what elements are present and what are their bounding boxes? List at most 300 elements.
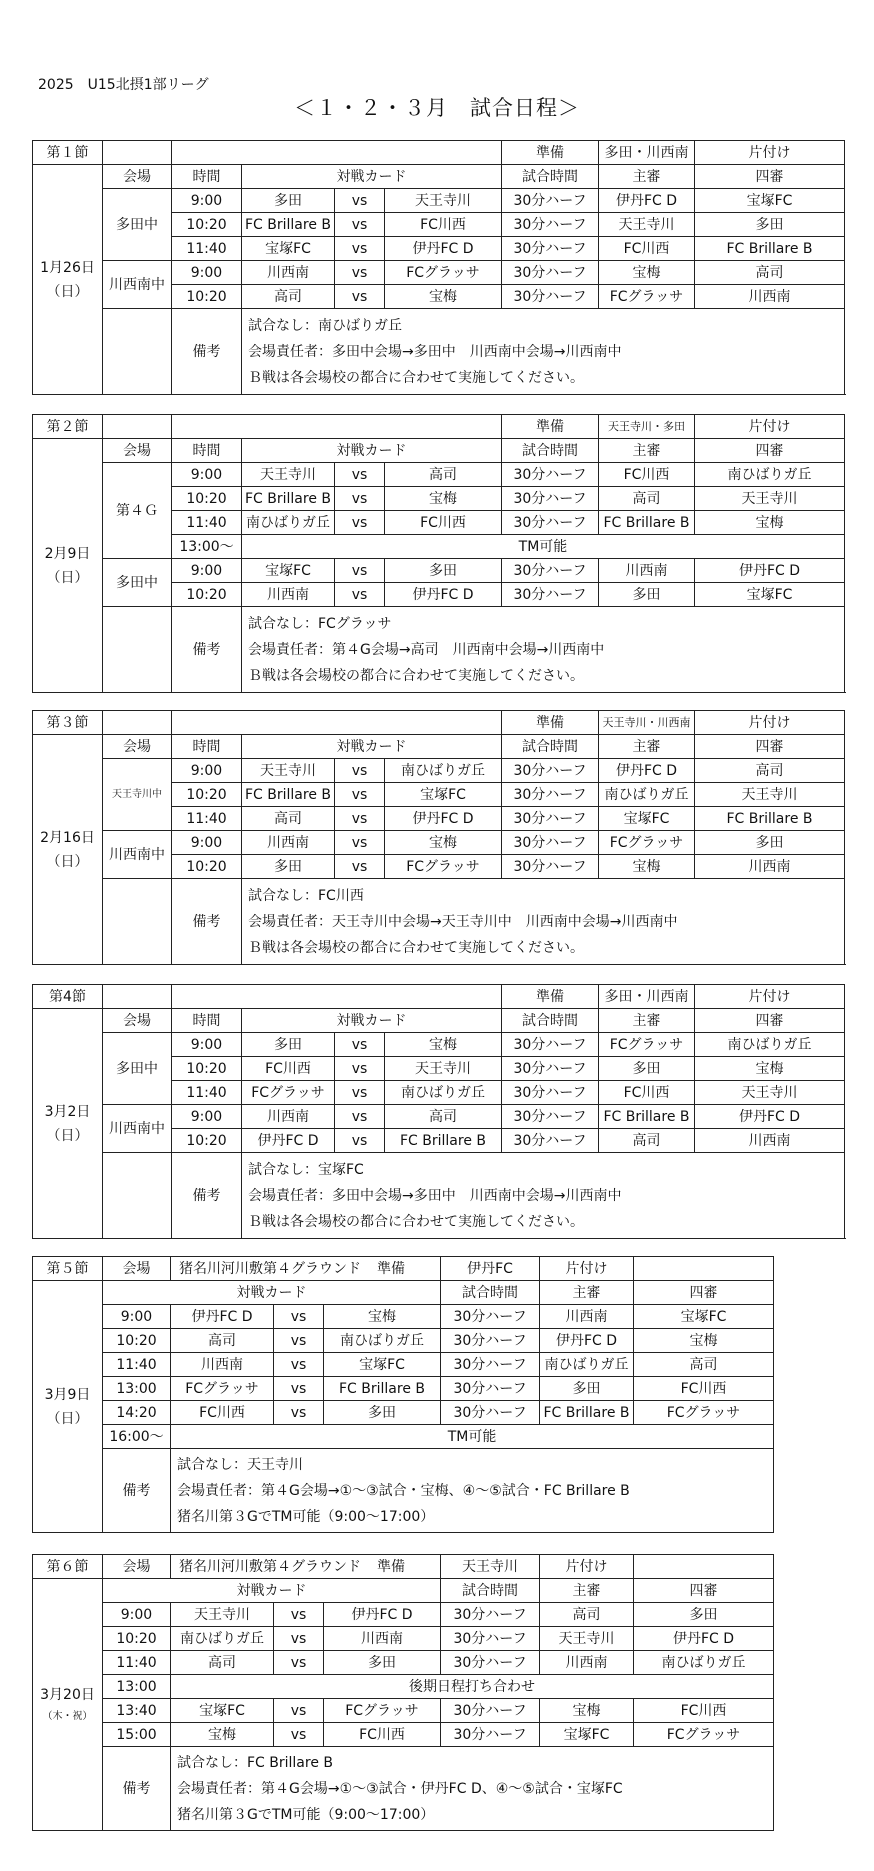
vs-label: vs <box>335 487 385 511</box>
venue-name <box>171 1555 441 1579</box>
referee-team: 伊丹FC D <box>599 759 695 783</box>
fourth-team: 多田 <box>634 1603 774 1627</box>
referee-header: 主審 <box>540 1579 634 1603</box>
kickoff-time: 9:00 <box>103 1603 171 1627</box>
cleanup-label: 片付け <box>695 415 845 439</box>
match-length: 30分ハーフ <box>502 463 599 487</box>
home-team: 多田 <box>242 855 335 879</box>
table-row <box>33 165 845 189</box>
referee-header: 主審 <box>599 735 695 759</box>
weekday-text: （日） <box>46 569 89 586</box>
prep-label: 準備 <box>502 141 599 165</box>
round-table <box>32 1554 774 1831</box>
away-team: FC Brillare B <box>385 1129 502 1153</box>
kickoff-time: 11:40 <box>172 1081 242 1105</box>
remark-line: Ｂ戦は各会場校の都合に合わせて実施してください。 <box>248 939 584 956</box>
table-row <box>33 261 845 285</box>
table-row <box>33 1723 774 1747</box>
remark-line: Ｂ戦は各会場校の都合に合わせて実施してください。 <box>248 369 584 386</box>
venue-label: 会場 <box>103 1257 171 1281</box>
table-row <box>33 1747 774 1831</box>
vs-label: vs <box>274 1305 324 1329</box>
blank-cell <box>172 415 502 439</box>
table-row <box>33 759 845 783</box>
referee-team: FCグラッサ <box>599 285 695 309</box>
vs-label: vs <box>274 1377 324 1401</box>
remarks-label: 備考 <box>172 607 242 693</box>
round-table <box>32 140 845 395</box>
home-team: 川西南 <box>242 261 335 285</box>
away-team: 宝梅 <box>385 487 502 511</box>
home-team: 南ひばりガ丘 <box>171 1627 274 1651</box>
remark-line: 試合なし：宝塚FC <box>248 1161 364 1178</box>
fourth-header: 四審 <box>695 439 845 463</box>
match-time-header: 試合時間 <box>502 165 599 189</box>
venue-header: 会場 <box>103 439 172 463</box>
prep-team: 天王寺川・多田 <box>599 415 695 439</box>
table-row <box>33 1105 845 1129</box>
match-length: 30分ハーフ <box>502 261 599 285</box>
home-team: FC川西 <box>242 1057 335 1081</box>
time-header: 時間 <box>172 165 242 189</box>
home-team: 高司 <box>242 807 335 831</box>
referee-header: 主審 <box>540 1281 634 1305</box>
match-date <box>33 165 103 395</box>
kickoff-time: 10:20 <box>172 1057 242 1081</box>
match-length: 30分ハーフ <box>502 1081 599 1105</box>
prep-label: 準備 <box>377 1260 405 1277</box>
venue-name: 多田中 <box>103 1033 172 1105</box>
cleanup-label: 片付け <box>695 711 845 735</box>
kickoff-time: 10:20 <box>172 487 242 511</box>
kickoff-time: 9:00 <box>103 1305 171 1329</box>
remarks-text <box>242 879 845 965</box>
vs-label: vs <box>274 1627 324 1651</box>
table-row <box>33 1555 774 1579</box>
venue-name: 多田中 <box>103 189 172 261</box>
venue-name: 川西南中 <box>103 831 172 879</box>
away-team: 宝塚FC <box>385 783 502 807</box>
match-length: 30分ハーフ <box>441 1377 540 1401</box>
table-row <box>33 607 845 693</box>
fourth-header: 四審 <box>695 1009 845 1033</box>
remarks-label: 備考 <box>172 309 242 395</box>
round-name: 第３節 <box>33 711 103 735</box>
home-team: 伊丹FC D <box>171 1305 274 1329</box>
away-team: 南ひばりガ丘 <box>385 759 502 783</box>
fourth-team: 南ひばりガ丘 <box>695 1033 845 1057</box>
blank-cell <box>103 309 172 395</box>
home-team: 伊丹FC D <box>242 1129 335 1153</box>
fourth-header: 四審 <box>634 1579 774 1603</box>
fourth-header: 四審 <box>695 165 845 189</box>
prep-label: 準備 <box>502 711 599 735</box>
vs-label: vs <box>274 1353 324 1377</box>
kickoff-time: 10:20 <box>172 855 242 879</box>
date-text: 3月20日 <box>40 1686 95 1703</box>
table-row <box>33 1033 845 1057</box>
kickoff-time: 13:40 <box>103 1699 171 1723</box>
remark-line: 会場責任者：第４G会場→高司 川西南中会場→川西南中 <box>248 641 605 658</box>
page-title: ＜１・２・３月 試合日程＞ <box>294 96 580 120</box>
date-text: 2月9日 <box>44 545 91 562</box>
remarks-label: 備考 <box>172 879 242 965</box>
away-team: FCグラッサ <box>324 1699 441 1723</box>
remark-line: 試合なし：天王寺川 <box>177 1456 303 1473</box>
prep-team: 伊丹FC <box>441 1257 540 1281</box>
match-length: 30分ハーフ <box>502 783 599 807</box>
table-row <box>33 879 845 965</box>
table-row <box>33 985 845 1009</box>
table-row <box>33 1579 774 1603</box>
match-date <box>33 1281 103 1533</box>
venue-name: 多田中 <box>103 559 172 607</box>
blank-cell <box>103 879 172 965</box>
fourth-team: 南ひばりガ丘 <box>695 463 845 487</box>
prep-label: 準備 <box>502 985 599 1009</box>
vs-label: vs <box>274 1651 324 1675</box>
table-row <box>33 1257 774 1281</box>
referee-team: FC川西 <box>599 463 695 487</box>
kickoff-time: 11:40 <box>172 237 242 261</box>
cleanup-label: 片付け <box>695 141 845 165</box>
table-row <box>33 1009 845 1033</box>
vs-label: vs <box>335 1033 385 1057</box>
fourth-team: 川西南 <box>695 855 845 879</box>
referee-header: 主審 <box>599 1009 695 1033</box>
referee-header: 主審 <box>599 439 695 463</box>
round-table <box>32 414 845 693</box>
match-date <box>33 439 103 693</box>
weekday-text: （日） <box>46 1410 89 1427</box>
away-team: 宝塚FC <box>324 1353 441 1377</box>
fourth-header: 四審 <box>634 1281 774 1305</box>
table-row <box>33 1425 774 1449</box>
remark-line: 会場責任者：天王寺川中会場→天王寺川中 川西南中会場→川西南中 <box>248 913 678 930</box>
match-date <box>33 1579 103 1831</box>
table-row <box>33 463 845 487</box>
remark-line: 会場責任者：第４G会場→①〜③試合・宝梅、④〜⑤試合・FC Brillare B <box>177 1482 630 1499</box>
fourth-team: 高司 <box>634 1353 774 1377</box>
match-length: 30分ハーフ <box>502 487 599 511</box>
away-team: 宝梅 <box>324 1305 441 1329</box>
blank-cell <box>103 711 172 735</box>
vs-label: vs <box>335 237 385 261</box>
match-length: 30分ハーフ <box>441 1305 540 1329</box>
home-team: FC Brillare B <box>242 213 335 237</box>
venue-header: 会場 <box>103 735 172 759</box>
kickoff-time: 11:40 <box>172 807 242 831</box>
match-length: 30分ハーフ <box>502 213 599 237</box>
away-team: 川西南 <box>324 1627 441 1651</box>
referee-team: 高司 <box>599 1129 695 1153</box>
table-row <box>33 189 845 213</box>
kickoff-time: 9:00 <box>172 1105 242 1129</box>
table-row <box>33 439 845 463</box>
kickoff-time: 9:00 <box>172 463 242 487</box>
remark-line: Ｂ戦は各会場校の都合に合わせて実施してください。 <box>248 667 584 684</box>
home-team: 宝梅 <box>171 1723 274 1747</box>
table-row <box>33 1401 774 1425</box>
home-team: 天王寺川 <box>171 1603 274 1627</box>
fourth-header: 四審 <box>695 735 845 759</box>
prep-team: 天王寺川 <box>441 1555 540 1579</box>
kickoff-time: 9:00 <box>172 189 242 213</box>
home-team: FC Brillare B <box>242 783 335 807</box>
cleanup-team <box>634 1555 774 1579</box>
referee-team: 多田 <box>599 1057 695 1081</box>
card-header: 対戦カード <box>103 1579 441 1603</box>
cleanup-label: 片付け <box>540 1555 634 1579</box>
vs-label: vs <box>274 1401 324 1425</box>
match-length: 30分ハーフ <box>502 583 599 607</box>
card-header: 対戦カード <box>242 735 502 759</box>
home-team: FCグラッサ <box>171 1377 274 1401</box>
fourth-team: 宝梅 <box>695 1057 845 1081</box>
kickoff-time: 10:20 <box>103 1627 171 1651</box>
table-row <box>33 1675 774 1699</box>
round-name: 第６節 <box>33 1555 103 1579</box>
vs-label: vs <box>335 189 385 213</box>
vs-label: vs <box>335 1081 385 1105</box>
match-time-header: 試合時間 <box>502 439 599 463</box>
prep-label: 準備 <box>502 415 599 439</box>
referee-team: 高司 <box>599 487 695 511</box>
fourth-team: 宝梅 <box>695 511 845 535</box>
remark-line: 会場責任者：第４G会場→①〜③試合・伊丹FC D、④〜⑤試合・宝塚FC <box>177 1780 623 1797</box>
away-team: 宝梅 <box>385 285 502 309</box>
table-row <box>33 1449 774 1533</box>
venue-name: 第４Ｇ <box>103 463 172 559</box>
fourth-team: FC川西 <box>634 1699 774 1723</box>
vs-label: vs <box>335 583 385 607</box>
away-team: FC川西 <box>385 511 502 535</box>
kickoff-time: 11:40 <box>103 1353 171 1377</box>
fourth-team: 伊丹FC D <box>695 559 845 583</box>
kickoff-time: 15:00 <box>103 1723 171 1747</box>
prep-label: 準備 <box>377 1558 405 1575</box>
table-row <box>33 1353 774 1377</box>
match-length: 30分ハーフ <box>441 1651 540 1675</box>
home-team: 南ひばりガ丘 <box>242 511 335 535</box>
venue-header: 会場 <box>103 1009 172 1033</box>
remarks-text <box>242 1153 845 1239</box>
referee-team: 宝梅 <box>599 855 695 879</box>
fourth-team: FCグラッサ <box>634 1723 774 1747</box>
remarks-text <box>171 1747 774 1831</box>
fourth-team: 伊丹FC D <box>634 1627 774 1651</box>
home-team: FCグラッサ <box>242 1081 335 1105</box>
remark-line: 会場責任者：多田中会場→多田中 川西南中会場→川西南中 <box>248 343 622 360</box>
referee-team: 宝梅 <box>599 261 695 285</box>
match-length: 30分ハーフ <box>441 1627 540 1651</box>
referee-team: 天王寺川 <box>599 213 695 237</box>
match-length: 30分ハーフ <box>441 1699 540 1723</box>
round-table <box>32 984 845 1239</box>
match-time-header: 試合時間 <box>441 1579 540 1603</box>
vs-label: vs <box>335 1105 385 1129</box>
fourth-team: 宝梅 <box>634 1329 774 1353</box>
weekday-text: （木・祝） <box>42 1710 93 1722</box>
vs-label: vs <box>335 213 385 237</box>
vs-label: vs <box>335 1129 385 1153</box>
fourth-team: FCグラッサ <box>634 1401 774 1425</box>
fourth-team: 南ひばりガ丘 <box>634 1651 774 1675</box>
table-row <box>33 415 845 439</box>
away-team: FC川西 <box>385 213 502 237</box>
round-name: 第２節 <box>33 415 103 439</box>
home-team: 川西南 <box>171 1353 274 1377</box>
kickoff-time: 10:20 <box>172 783 242 807</box>
vs-label: vs <box>274 1603 324 1627</box>
blank-cell <box>172 985 502 1009</box>
table-row <box>33 735 845 759</box>
weekday-text: （日） <box>46 283 89 300</box>
match-length: 30分ハーフ <box>502 189 599 213</box>
match-length: 30分ハーフ <box>502 559 599 583</box>
referee-team: 南ひばりガ丘 <box>599 783 695 807</box>
match-time-header: 試合時間 <box>441 1281 540 1305</box>
kickoff-time: 11:40 <box>103 1651 171 1675</box>
time-header: 時間 <box>172 735 242 759</box>
blank-cell <box>103 985 172 1009</box>
match-length: 30分ハーフ <box>502 807 599 831</box>
match-length: 30分ハーフ <box>502 1105 599 1129</box>
referee-team: 高司 <box>540 1603 634 1627</box>
time-header: 時間 <box>172 439 242 463</box>
kickoff-time: 16:00〜 <box>103 1425 171 1449</box>
table-row <box>33 1329 774 1353</box>
cleanup-label: 片付け <box>540 1257 634 1281</box>
vs-label: vs <box>335 831 385 855</box>
vs-label: vs <box>335 1057 385 1081</box>
match-length: 30分ハーフ <box>502 1129 599 1153</box>
home-team: FC川西 <box>171 1401 274 1425</box>
round-name: 第５節 <box>33 1257 103 1281</box>
away-team: 天王寺川 <box>385 189 502 213</box>
home-team: 川西南 <box>242 1105 335 1129</box>
remarks-label: 備考 <box>103 1747 171 1831</box>
away-team: 多田 <box>324 1401 441 1425</box>
vs-label: vs <box>274 1329 324 1353</box>
weekday-text: （日） <box>46 1127 89 1144</box>
away-team: 宝梅 <box>385 1033 502 1057</box>
table-row <box>33 1699 774 1723</box>
remarks-text <box>242 309 845 395</box>
venue-name: 川西南中 <box>103 1105 172 1153</box>
referee-team: 天王寺川 <box>540 1627 634 1651</box>
time-header: 時間 <box>172 1009 242 1033</box>
vs-label: vs <box>335 559 385 583</box>
away-team: 伊丹FC D <box>385 583 502 607</box>
match-length: 30分ハーフ <box>441 1723 540 1747</box>
referee-team: FC川西 <box>599 1081 695 1105</box>
remark-line: 試合なし：FC Brillare B <box>177 1754 334 1771</box>
vs-label: vs <box>335 759 385 783</box>
remark-line: 試合なし：FCグラッサ <box>248 615 392 632</box>
away-team: FC Brillare B <box>324 1377 441 1401</box>
away-team: 天王寺川 <box>385 1057 502 1081</box>
kickoff-time: 10:20 <box>172 583 242 607</box>
vs-label: vs <box>335 463 385 487</box>
referee-team: 多田 <box>599 583 695 607</box>
vs-label: vs <box>335 285 385 309</box>
table-row <box>33 1627 774 1651</box>
fourth-team: 天王寺川 <box>695 1081 845 1105</box>
referee-team: FCグラッサ <box>599 831 695 855</box>
kickoff-time: 13:00 <box>103 1675 171 1699</box>
away-team: 多田 <box>385 559 502 583</box>
kickoff-time: 10:20 <box>103 1329 171 1353</box>
kickoff-time: 9:00 <box>172 831 242 855</box>
match-length: 30分ハーフ <box>502 759 599 783</box>
date-text: 3月2日 <box>44 1103 91 1120</box>
round-table <box>32 710 845 965</box>
home-team: 川西南 <box>242 583 335 607</box>
kickoff-time: 9:00 <box>172 261 242 285</box>
venue-text: 猪名川河川敷第４グラウンド <box>179 1260 361 1277</box>
vs-label: vs <box>335 511 385 535</box>
date-text: 3月9日 <box>44 1386 91 1403</box>
round-name: 第4節 <box>33 985 103 1009</box>
fourth-team: 高司 <box>695 759 845 783</box>
referee-team: FC Brillare B <box>540 1401 634 1425</box>
prep-team: 多田・川西南 <box>599 985 695 1009</box>
referee-team: 多田 <box>540 1377 634 1401</box>
venue-label: 会場 <box>103 1555 171 1579</box>
remark-line: 試合なし：南ひばりガ丘 <box>248 317 402 334</box>
venue-header: 会場 <box>103 165 172 189</box>
table-row <box>33 141 845 165</box>
vs-label: vs <box>335 855 385 879</box>
away-team: FC川西 <box>324 1723 441 1747</box>
venue-text: 猪名川河川敷第４グラウンド <box>179 1558 361 1575</box>
referee-team: 川西南 <box>540 1651 634 1675</box>
fourth-team: FC川西 <box>634 1377 774 1401</box>
league-name: 2025 U15北摂1部リーグ <box>38 77 209 93</box>
referee-team: 伊丹FC D <box>540 1329 634 1353</box>
span-note: TM可能 <box>171 1425 774 1449</box>
fourth-team: FC Brillare B <box>695 807 845 831</box>
remark-line: 猪名川第３GでTM可能（9:00〜17:00） <box>177 1508 435 1525</box>
away-team: 伊丹FC D <box>385 807 502 831</box>
match-length: 30分ハーフ <box>502 511 599 535</box>
blank-cell <box>103 415 172 439</box>
away-team: FCグラッサ <box>385 855 502 879</box>
fourth-team: 多田 <box>695 213 845 237</box>
table-row <box>33 309 845 395</box>
kickoff-time: 10:20 <box>172 285 242 309</box>
fourth-team: 天王寺川 <box>695 783 845 807</box>
fourth-team: FC Brillare B <box>695 237 845 261</box>
fourth-team: 高司 <box>695 261 845 285</box>
table-row <box>33 1153 845 1239</box>
home-team: 宝塚FC <box>242 237 335 261</box>
away-team: 南ひばりガ丘 <box>385 1081 502 1105</box>
match-length: 30分ハーフ <box>502 285 599 309</box>
remarks-text <box>171 1449 774 1533</box>
venue-name: 川西南中 <box>103 261 172 309</box>
kickoff-time: 10:20 <box>172 1129 242 1153</box>
kickoff-time: 9:00 <box>172 759 242 783</box>
vs-label: vs <box>335 783 385 807</box>
referee-team: FC Brillare B <box>599 1105 695 1129</box>
referee-team: FCグラッサ <box>599 1033 695 1057</box>
referee-team: 川西南 <box>599 559 695 583</box>
table-row <box>33 1281 774 1305</box>
venue-name: 天王寺川中 <box>103 759 172 831</box>
kickoff-time: 13:00〜 <box>172 535 242 559</box>
